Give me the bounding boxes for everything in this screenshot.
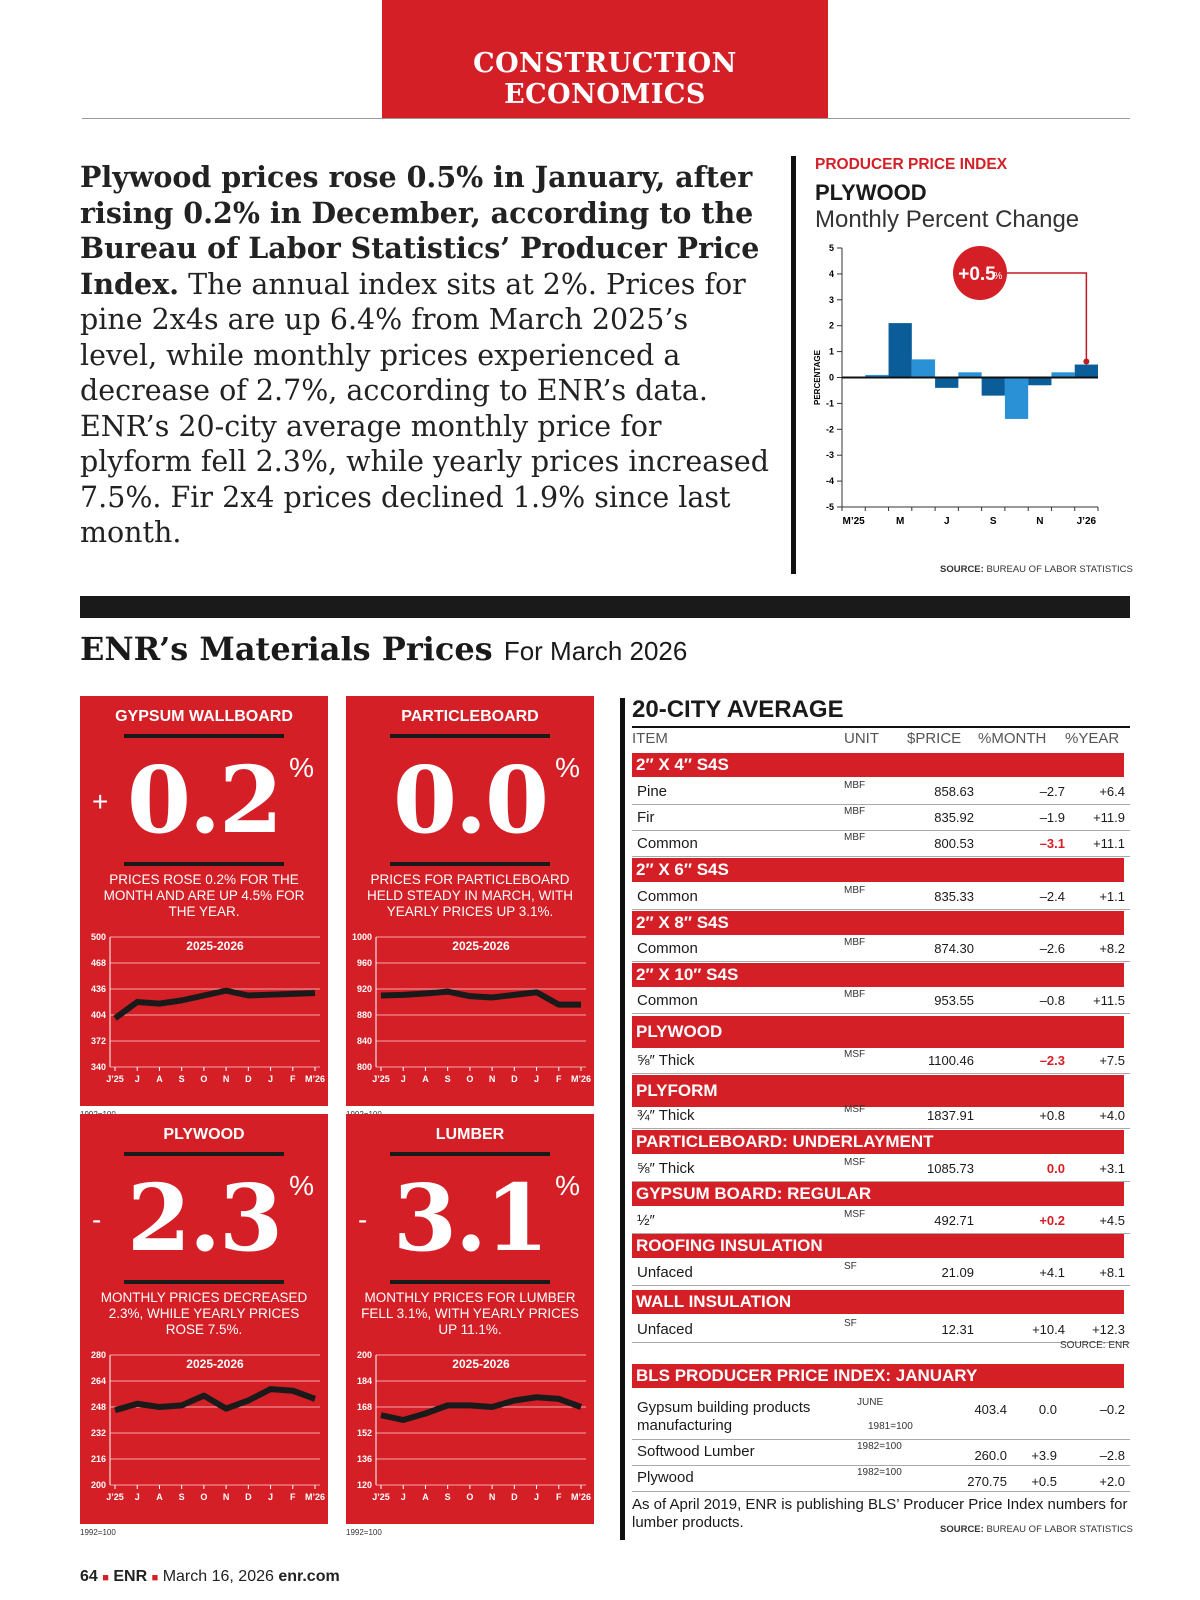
card-x-tick-label: O [466,1074,474,1084]
row-year-change: +1.1 [1099,889,1125,904]
card-x-tick-label: A [422,1074,429,1084]
card-y-tick-label: 248 [90,1402,106,1412]
card-rule [124,1280,284,1284]
table-row [632,1317,1130,1343]
card-rule [390,734,550,738]
ppi-y-tick-label: 2 [828,320,834,331]
card-description: PRICES FOR PARTICLEBOARD HELD STEADY IN MARCH, WITH YEARLY PRICES UP 3.1%. [366,872,574,919]
card-y-tick-label: 840 [356,1036,372,1046]
header-rule [82,118,1130,119]
card-x-tick-label: F [556,1074,562,1084]
col-year: %YEAR [1065,730,1120,747]
table-row [632,805,1130,831]
ppi-bar [982,378,1005,396]
row-unit: MSF [844,1104,866,1115]
card-y-tick-label: 1000 [351,932,372,942]
footer-brand: ENR [113,1568,148,1585]
card-y-tick-label: 920 [356,984,372,994]
card-x-tick-label: J [134,1492,140,1502]
ppi-bar [889,323,912,377]
particleboard-card [346,696,594,1106]
card-chart-title: 2025-2026 [186,1357,244,1371]
card-x-tick-label: F [556,1492,562,1502]
lead-bold: Plywood prices rose 0.5% in January, after rising 0.2% in December, according to the Bureau of Labor Statistics’ Producer Price Index. [80,160,760,301]
bls-base: 1981=100 [868,1421,913,1432]
card-percent: % [289,1170,314,1201]
ppi-kicker: PRODUCER PRICE INDEX [815,156,1008,173]
card-value: 0.2 [126,746,282,854]
ppi-callout-leader [1006,273,1086,362]
row-unit: MSF [844,1209,866,1220]
card-x-tick-label: J [534,1492,540,1502]
ppi-x-tick-label: J [943,516,950,527]
card-x-tick-label: J [400,1492,406,1502]
bls-index-value: 403.4 [974,1402,1007,1417]
row-price: 835.33 [934,889,974,904]
ppi-callout-text: +0.5 [958,264,996,285]
card-y-tick-label: 120 [356,1480,372,1490]
row-unit: SF [844,1261,857,1272]
row-unit: MBF [844,937,866,948]
ppi-x-tick-label: S [989,516,997,527]
row-unit: MBF [844,989,866,1000]
row-unit: SF [844,1318,857,1329]
card-value: 0.0 [392,746,548,854]
row-item: Pine [637,783,668,800]
card-x-tick-label: N [222,1492,230,1502]
table-divider [620,698,625,1540]
footer-site: enr.com [278,1568,340,1585]
row-year-change: +4.0 [1099,1108,1125,1123]
table-row [632,884,1130,910]
square-icon: ■ [151,1572,159,1584]
card-x-tick-label: M’26 [570,1074,592,1084]
table-row [632,988,1130,1014]
table-row [632,1048,1130,1074]
ppi-y-tick-label: -4 [825,476,834,487]
row-item: Common [637,835,698,852]
card-rule [390,1152,550,1156]
bls-year-change: +2.0 [1099,1474,1125,1489]
table-section-header: ROOFING INSULATION [632,1234,1124,1258]
row-item: ⅝″ Thick [637,1160,695,1177]
row-item: Fir [637,809,655,826]
card-x-tick-label: J [268,1492,274,1502]
ppi-x-tick-label: N [1036,516,1044,527]
table-row [632,1208,1130,1234]
table-title: 20-CITY AVERAGE [632,696,844,723]
row-month-change: +0.8 [1039,1108,1065,1123]
row-item: Unfaced [637,1264,693,1281]
table-section-header: PARTICLEBOARD: UNDERLAYMENT [632,1130,1124,1154]
ppi-callout-dot [1083,359,1089,365]
row-price: 12.31 [941,1322,974,1337]
row-month-change: 0.0 [1046,1161,1065,1176]
bls-base: 1982=100 [857,1441,902,1452]
bls-item: Gypsum building products manufacturing [637,1399,811,1434]
ppi-callout-unit: % [993,271,1003,282]
card-y-tick-label: 340 [90,1062,106,1072]
row-month-change: –2.4 [1039,889,1065,904]
card-percent: % [555,1170,580,1201]
card-series-line [381,1397,581,1420]
card-description: MONTHLY PRICES FOR LUMBER FELL 3.1%, WITH YEARLY PRICES UP 11.1%. [361,1290,579,1337]
bls-note: As of April 2019, ENR is publishing BLS’ Producer Price Index numbers for lumber products. [632,1496,1128,1531]
square-icon: ■ [102,1572,109,1584]
bls-row [632,1466,1130,1492]
card-value: 2.3 [126,1164,282,1272]
card-line-chart [346,932,594,1102]
card-base-note: 1992=100 [80,1528,116,1537]
bls-month-change: 0.0 [1038,1402,1057,1417]
table-section-header: 2″ X 8″ S4S [632,911,1124,935]
ppi-ylabel: PERCENTAGE [813,350,822,405]
bls-source-text: BUREAU OF LABOR STATISTICS [986,1524,1133,1535]
card-description: MONTHLY PRICES DECREASED 2.3%, WHILE YEARLY PRICES ROSE 7.5%. [100,1290,308,1337]
table-section-header: WALL INSULATION [632,1290,1124,1314]
table-title-rule [632,726,1130,728]
card-x-tick-label: N [488,1492,496,1502]
card-x-tick-label: F [290,1074,296,1084]
ppi-y-tick-label: -2 [825,424,834,435]
card-chart-title: 2025-2026 [186,939,244,953]
card-rule [390,1280,550,1284]
card-y-tick-label: 264 [90,1376,106,1386]
page-footer [80,1568,340,1586]
card-x-tick-label: F [290,1492,296,1502]
col-price: $PRICE [907,730,962,747]
card-y-tick-label: 168 [356,1402,372,1412]
card-rule [124,862,284,866]
card-x-tick-label: M’26 [570,1492,592,1502]
row-month-change: –3.1 [1039,836,1065,851]
row-unit: MSF [844,1157,866,1168]
row-item: Common [637,940,698,957]
ppi-x-tick-label: J’26 [1076,516,1097,527]
ppi-y-tick-label: -1 [825,398,834,409]
card-percent: % [555,752,580,783]
bls-month-change: +0.5 [1031,1474,1057,1489]
row-item: Common [637,888,698,905]
card-line-chart [80,1350,328,1520]
card-line-chart [346,1350,594,1520]
bls-year-change: –0.2 [1099,1402,1125,1417]
row-item: Unfaced [637,1321,693,1338]
row-item: ½″ [637,1212,655,1229]
card-title: LUMBER [435,1126,505,1143]
card-chart-title: 2025-2026 [452,1357,510,1371]
row-year-change: +8.1 [1099,1265,1125,1280]
row-year-change: +4.5 [1099,1213,1125,1228]
card-y-tick-label: 468 [90,958,106,968]
row-month-change: –2.6 [1039,941,1065,956]
card-x-tick-label: D [511,1492,518,1502]
row-item: ⅝″ Thick [637,1052,695,1069]
table-section-header: GYPSUM BOARD: REGULAR [632,1182,1124,1206]
card-y-tick-label: 500 [90,932,106,942]
card-y-tick-label: 372 [90,1036,106,1046]
row-year-change: +11.1 [1093,836,1125,851]
card-x-tick-label: S [178,1074,185,1084]
row-year-change: +8.2 [1099,941,1125,956]
card-series-line [381,992,581,1005]
row-item: ¾″ Thick [637,1107,695,1124]
materials-subtitle: For March 2026 [503,636,688,666]
ppi-y-tick-label: 0 [828,372,834,383]
ppi-bar [1075,365,1098,378]
card-sign: + [92,786,109,817]
ppi-bar [912,359,935,377]
card-x-tick-label: O [200,1492,208,1502]
footer-date: March 16, 2026 [162,1568,274,1585]
ppi-bar [1005,378,1028,419]
table-source: SOURCE: ENR [1060,1340,1130,1351]
row-price: 492.71 [934,1213,974,1228]
card-description: PRICES ROSE 0.2% FOR THE MONTH AND ARE UP 4.5% FOR THE YEAR. [103,872,305,919]
card-x-tick-label: A [156,1492,163,1502]
ppi-source [940,564,1133,575]
bls-base: 1982=100 [857,1467,902,1478]
card-x-tick-label: N [222,1074,230,1084]
col-month: %MONTH [978,730,1047,747]
row-price: 800.53 [934,836,974,851]
card-y-tick-label: 184 [356,1376,372,1386]
card-percent: % [289,752,314,783]
card-x-tick-label: D [245,1074,252,1084]
page-number: 64 [80,1568,98,1585]
section-bar [80,596,1130,618]
ppi-y-tick-label: -3 [825,450,834,461]
card-x-tick-label: J [268,1074,274,1084]
ppi-y-tick-label: 1 [828,346,834,357]
card-x-tick-label: S [444,1492,451,1502]
table-section-header: PLYFORM [632,1075,1124,1107]
gypsum-wallboard-card [80,696,328,1106]
card-x-tick-label: J’25 [106,1074,124,1084]
card-y-tick-label: 880 [356,1010,372,1020]
card-y-tick-label: 136 [356,1454,372,1464]
ppi-bar [1028,378,1051,386]
bls-source-label: SOURCE: [940,1524,984,1535]
card-x-tick-label: D [511,1074,518,1084]
bls-index-value: 260.0 [974,1448,1007,1463]
row-price: 953.55 [934,993,974,1008]
ppi-y-tick-label: 3 [828,294,834,305]
row-unit: MBF [844,885,866,896]
row-price: 835.92 [934,810,974,825]
table-row [632,936,1130,962]
lead-paragraph [80,160,770,551]
bls-index-value: 270.75 [967,1474,1007,1489]
card-rule [390,862,550,866]
row-price: 1085.73 [927,1161,974,1176]
ppi-bar-chart [812,240,1132,540]
table-section-header: 2″ X 10″ S4S [632,963,1124,987]
ppi-divider [791,156,796,574]
card-x-tick-label: S [178,1492,185,1502]
row-price: 874.30 [934,941,974,956]
bls-title: BLS PRODUCER PRICE INDEX: JANUARY [632,1364,1124,1388]
row-month-change: –2.3 [1039,1053,1065,1068]
bls-source [940,1524,1133,1535]
plywood-card [80,1114,328,1524]
card-x-tick-label: D [245,1492,252,1502]
ppi-source-label: SOURCE: [940,564,984,575]
ppi-y-tick-label: -5 [825,502,834,512]
card-x-tick-label: J [134,1074,140,1084]
col-unit: UNIT [844,730,879,747]
row-price: 1837.91 [927,1108,974,1123]
row-month-change: +0.2 [1039,1213,1065,1228]
row-item: Common [637,992,698,1009]
ppi-y-tick-label: 5 [828,243,834,253]
card-x-tick-label: A [156,1074,163,1084]
bls-row [632,1440,1130,1466]
card-y-tick-label: 216 [90,1454,106,1464]
row-price: 21.09 [941,1265,974,1280]
card-y-tick-label: 280 [90,1350,106,1360]
card-x-tick-label: M’26 [304,1074,326,1084]
card-y-tick-label: 960 [356,958,372,968]
card-value: 3.1 [392,1164,548,1272]
card-sign: - [358,1204,368,1235]
row-year-change: +11.5 [1093,993,1125,1008]
row-price: 1100.46 [927,1053,974,1068]
card-rule [124,734,284,738]
ppi-bar [935,378,958,388]
card-x-tick-label: J’25 [106,1492,124,1502]
row-month-change: –2.7 [1039,784,1065,799]
card-x-tick-label: O [200,1074,208,1084]
card-x-tick-label: A [422,1492,429,1502]
card-y-tick-label: 232 [90,1428,106,1438]
bls-item: Plywood [637,1469,694,1486]
card-x-tick-label: N [488,1074,496,1084]
ppi-y-tick-label: 4 [828,268,834,279]
card-x-tick-label: S [444,1074,451,1084]
row-year-change: +3.1 [1099,1161,1125,1176]
table-section-header: 2″ X 4″ S4S [632,753,1124,777]
row-year-change: +7.5 [1099,1053,1125,1068]
row-unit: MBF [844,806,866,817]
table-row [632,1260,1130,1286]
card-line-chart [80,932,328,1102]
table-columns [632,730,1130,750]
card-x-tick-label: J [400,1074,406,1084]
card-x-tick-label: M’26 [304,1492,326,1502]
card-chart-title: 2025-2026 [452,939,510,953]
card-y-tick-label: 200 [90,1480,106,1490]
row-month-change: –1.9 [1039,810,1065,825]
row-unit: MBF [844,780,866,791]
card-y-tick-label: 404 [90,1010,106,1020]
row-year-change: +11.9 [1093,810,1125,825]
card-series-line [115,991,315,1019]
ppi-x-tick-label: M [896,516,905,527]
bls-base: JUNE [857,1397,884,1408]
col-item: ITEM [632,730,668,747]
row-unit: MBF [844,832,866,843]
section-title: CONSTRUCTION ECONOMICS [473,48,737,110]
card-title: PLYWOOD [163,1126,245,1143]
ppi-x-tick-label: M’25 [842,516,865,527]
card-x-tick-label: O [466,1492,474,1502]
table-row [632,831,1130,857]
row-month-change: +10.4 [1032,1322,1065,1337]
section-banner [382,0,828,118]
bls-item: Softwood Lumber [637,1443,755,1460]
row-month-change: +4.1 [1039,1265,1065,1280]
card-title: PARTICLEBOARD [401,708,539,725]
lead-body: The annual index sits at 2%. Prices for pine 2x4s are up 6.4% from March 2025’s level, while monthly prices experienced a decrease of 2.7%, according to ENR’s data. ENR’s 20-city average monthly price for plyform fell 2.3%, while yearly prices increased 7.5%. Fir 2x4 prices declined 1.9% since last month. [80,267,770,549]
card-x-tick-label: J’25 [372,1492,390,1502]
table-section-header: 2″ X 6″ S4S [632,858,1124,882]
row-unit: MSF [844,1049,866,1060]
row-year-change: +12.3 [1092,1322,1125,1337]
card-x-tick-label: J’25 [372,1074,390,1084]
card-y-tick-label: 152 [356,1428,372,1438]
ppi-subtitle: Monthly Percent Change [815,206,1080,233]
card-y-tick-label: 200 [356,1350,372,1360]
table-row [632,1103,1130,1129]
materials-title-text: ENR’s Materials Prices [80,630,493,668]
row-year-change: +6.4 [1099,784,1125,799]
card-base-note: 1992=100 [346,1528,382,1537]
card-sign: - [92,1204,102,1235]
table-row [632,1156,1130,1182]
materials-title [80,630,687,668]
row-price: 858.63 [934,784,974,799]
bls-month-change: +3.9 [1031,1448,1057,1463]
card-y-tick-label: 436 [90,984,106,994]
table-row [632,779,1130,805]
ppi-source-text: BUREAU OF LABOR STATISTICS [986,564,1133,575]
ppi-title: PLYWOOD [815,180,927,205]
table-section-header: PLYWOOD [632,1016,1124,1048]
card-y-tick-label: 800 [356,1062,372,1072]
card-title: GYPSUM WALLBOARD [115,708,293,725]
row-month-change: –0.8 [1039,993,1065,1008]
bls-row [632,1396,1130,1440]
bls-year-change: –2.8 [1099,1448,1125,1463]
lumber-card [346,1114,594,1524]
card-x-tick-label: J [534,1074,540,1084]
card-rule [124,1152,284,1156]
